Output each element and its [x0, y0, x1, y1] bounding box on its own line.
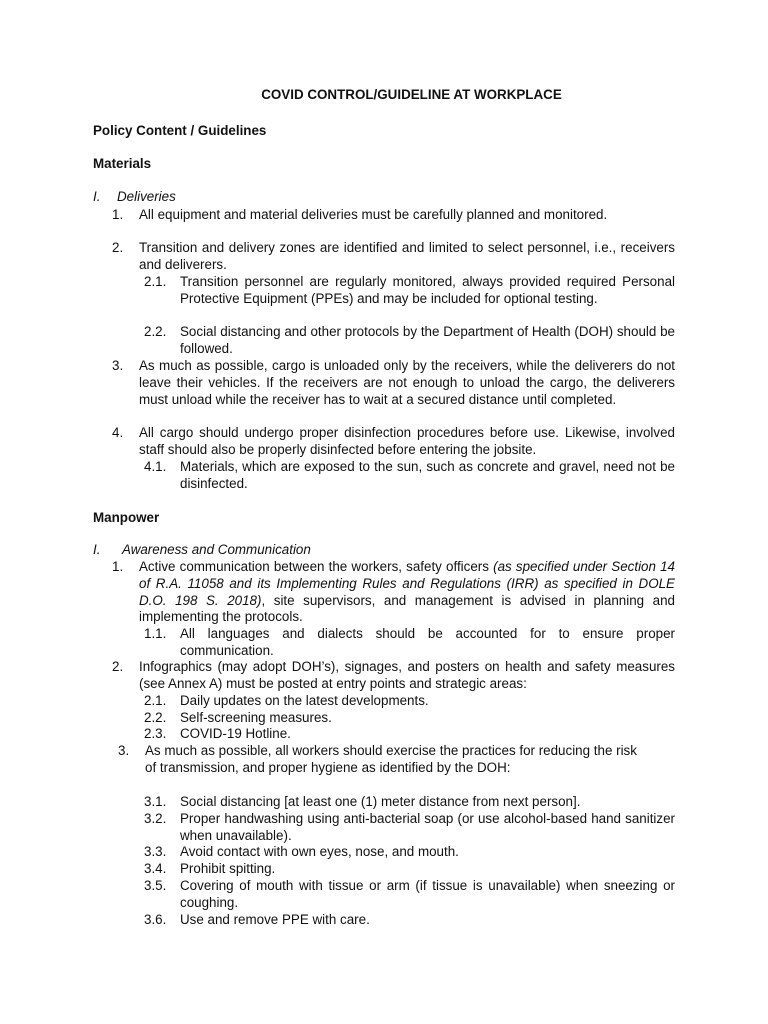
item-text: COVID-19 Hotline.	[180, 726, 291, 741]
list-item	[112, 559, 675, 626]
item-text: Prohibit spitting.	[180, 861, 276, 876]
item-number: 1.	[112, 207, 124, 222]
item-number: 3.6.	[144, 912, 167, 927]
list-item	[112, 358, 675, 408]
item-number: 4.	[112, 425, 124, 440]
list-item	[112, 659, 675, 693]
item-text: All equipment and material deliveries must be carefully planned and monitored.	[139, 207, 608, 222]
section-number: I.	[93, 542, 101, 557]
list-item	[144, 878, 675, 912]
item-number: 1.	[112, 559, 124, 574]
legal-reference: (as specified under Section 14 of R.A. 11058 and its Implementing Rules and Regulations (IRR) as specified in DOLE D.O. 198 S. 2018)	[139, 559, 675, 608]
item-number: 3.4.	[144, 861, 167, 876]
item-number: 3.2.	[144, 811, 167, 826]
list-item	[144, 861, 675, 878]
item-text: Infographics (may adopt DOH’s), signages, and posters on health and safety measures (see Annex A) must be posted at entry points and strategic areas:	[139, 659, 675, 691]
item-text: Transition personnel are regularly monitored, always provided required Personal Protective Equipment (PPEs) and may be included for optional testing.	[180, 274, 675, 306]
item-number: 2.	[112, 659, 124, 674]
item-number: 3.	[118, 743, 130, 758]
item-number: 3.	[112, 358, 124, 373]
item-text: Daily updates on the latest developments.	[180, 693, 429, 708]
section-label: Awareness and Communication	[122, 542, 311, 557]
section-label: Deliveries	[117, 189, 176, 204]
list-item	[144, 459, 675, 493]
item-number: 3.1.	[144, 794, 167, 809]
list-item	[144, 912, 675, 929]
list-item	[144, 710, 675, 727]
item-number: 3.3.	[144, 844, 167, 859]
item-number: 4.1.	[144, 459, 167, 474]
item-text: Use and remove PPE with care.	[180, 912, 370, 927]
list-item	[144, 324, 675, 358]
item-text: All languages and dialects should be accounted for to ensure proper communication.	[180, 626, 675, 658]
item-text-part: , site supervisors, and management is advised in planning and implementing the protocols.	[139, 592, 675, 625]
item-text: As much as possible, all workers should exercise the practices for reducing the risk of transmission, and proper hygiene as identified by the DOH:	[145, 743, 637, 775]
manpower-heading: Manpower	[93, 510, 160, 525]
item-text: Social distancing [at least one (1) meter distance from next person].	[180, 794, 581, 809]
item-text-part: Active communication between the workers, safety officers	[139, 559, 494, 574]
item-text: Self-screening measures.	[180, 710, 332, 725]
item-number: 2.1.	[144, 693, 167, 708]
item-number: 2.1.	[144, 274, 167, 289]
section-number: I.	[93, 189, 101, 204]
list-item	[144, 844, 675, 861]
list-item	[144, 626, 675, 660]
awareness-section-title	[93, 542, 311, 559]
item-text: As much as possible, cargo is unloaded only by the receivers, while the deliverers do not leave their vehicles. If the receivers are not enough to unload the cargo, the deliverers must unload while the receiver has to wait at a secured distance until completed.	[139, 358, 675, 407]
item-text: Proper handwashing using anti-bacterial soap (or use alcohol-based hand sanitizer when unavailable).	[180, 811, 675, 843]
item-text	[139, 559, 675, 626]
list-item	[112, 240, 675, 274]
item-number: 2.2.	[144, 710, 167, 725]
list-item	[144, 811, 675, 845]
item-number: 2.2.	[144, 324, 167, 339]
list-item	[144, 726, 675, 743]
document-title: COVID CONTROL/GUIDELINE AT WORKPLACE	[261, 87, 562, 102]
list-item	[144, 693, 675, 710]
materials-heading: Materials	[93, 156, 152, 171]
item-number: 2.3.	[144, 726, 167, 741]
policy-heading: Policy Content / Guidelines	[93, 123, 267, 138]
item-text: Transition and delivery zones are identified and limited to select personnel, i.e., receivers and deliverers.	[139, 240, 675, 272]
item-text: Covering of mouth with tissue or arm (if tissue is unavailable) when sneezing or coughing.	[180, 878, 675, 910]
item-number: 1.1.	[144, 626, 167, 641]
deliveries-section-title	[93, 189, 176, 206]
item-text: Materials, which are exposed to the sun, such as concrete and gravel, need not be disinfected.	[180, 459, 675, 491]
list-item	[112, 425, 675, 459]
item-text: Social distancing and other protocols by the Department of Health (DOH) should be followed.	[180, 324, 675, 356]
list-item	[118, 743, 638, 777]
item-text: All cargo should undergo proper disinfection procedures before use. Likewise, involved staff should also be properly disinfected before entering the jobsite.	[139, 425, 675, 457]
item-number: 2.	[112, 240, 124, 255]
list-item	[144, 794, 675, 811]
list-item	[144, 274, 675, 308]
list-item	[112, 207, 675, 224]
item-number: 3.5.	[144, 878, 167, 893]
item-text: Avoid contact with own eyes, nose, and mouth.	[180, 844, 459, 859]
